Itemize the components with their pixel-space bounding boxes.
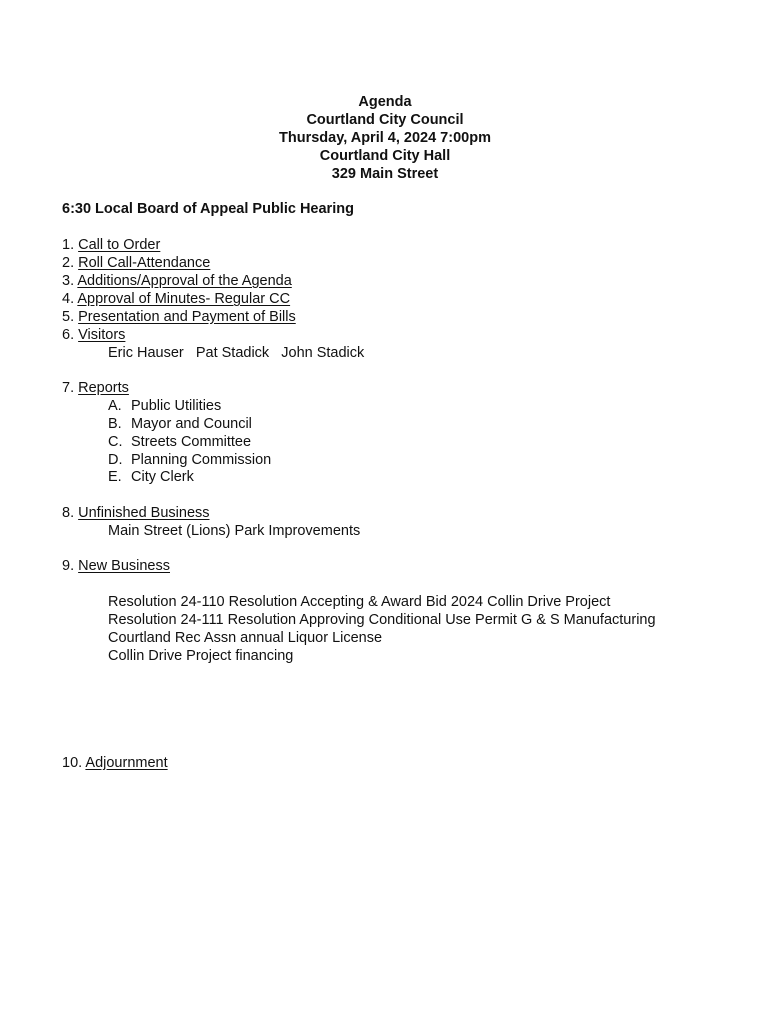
report-item: [108, 397, 221, 415]
agenda-item: [62, 504, 210, 522]
item-label: Presentation and Payment of Bills: [78, 309, 296, 325]
agenda-item: [62, 290, 290, 308]
report-letter: E.: [108, 469, 122, 485]
agenda-item: [62, 308, 296, 326]
report-letter: B.: [108, 416, 122, 432]
report-text: Planning Commission: [131, 452, 272, 468]
meeting-date: Thursday, April 4, 2024 7:00pm: [279, 130, 491, 146]
agenda-item: [62, 254, 210, 272]
item-number: 8.: [62, 505, 75, 521]
new-business-item: Resolution 24-110 Resolution Accepting & Award Bid 2024 Collin Drive Project: [108, 594, 611, 610]
council-name: Courtland City Council: [306, 112, 464, 128]
item-label: Approval of Minutes- Regular CC: [77, 291, 291, 307]
report-item: [108, 415, 252, 433]
report-text: Streets Committee: [131, 434, 252, 450]
agenda-title: Agenda: [358, 94, 412, 110]
report-item: [108, 433, 251, 451]
report-item: [108, 451, 271, 469]
item-number: 5.: [62, 309, 75, 325]
agenda-item: [62, 236, 160, 254]
unfinished-business-text: Main Street (Lions) Park Improvements: [108, 523, 361, 539]
report-text: Public Utilities: [131, 398, 222, 414]
item-label: Adjournment: [85, 755, 168, 771]
agenda-item: [62, 326, 125, 344]
item-number: 4.: [62, 291, 75, 307]
item-number: 3.: [62, 273, 75, 289]
item-label: New Business: [78, 558, 170, 574]
agenda-header: [0, 93, 770, 183]
item-label: Visitors: [78, 327, 126, 343]
visitors-list: Eric Hauser Pat Stadick John Stadick: [108, 345, 365, 361]
new-business-item: Collin Drive Project financing: [108, 648, 294, 664]
meeting-address: 329 Main Street: [331, 166, 439, 182]
item-label: Reports: [78, 380, 129, 396]
item-label: Call to Order: [78, 237, 161, 253]
report-text: Mayor and Council: [131, 416, 252, 432]
agenda-item: [62, 272, 292, 290]
report-item: [108, 468, 194, 486]
public-hearing-line: 6:30 Local Board of Appeal Public Hearing: [62, 201, 354, 217]
new-business-item: Resolution 24-111 Resolution Approving Conditional Use Permit G & S Manufacturing: [108, 612, 656, 628]
agenda-item: [62, 557, 170, 575]
item-number: 2.: [62, 255, 75, 271]
item-number: 7.: [62, 380, 75, 396]
new-business-item: Courtland Rec Assn annual Liquor License: [108, 630, 383, 646]
item-label: Additions/Approval of the Agenda: [77, 273, 292, 289]
meeting-venue: Courtland City Hall: [319, 148, 451, 164]
report-letter: D.: [108, 452, 123, 468]
item-number: 10.: [62, 755, 83, 771]
item-label: Roll Call-Attendance: [78, 255, 211, 271]
item-number: 9.: [62, 558, 75, 574]
report-letter: C.: [108, 434, 123, 450]
agenda-item: [62, 754, 168, 772]
report-text: City Clerk: [131, 469, 194, 485]
item-label: Unfinished Business: [78, 505, 210, 521]
report-letter: A.: [108, 398, 122, 414]
agenda-item: [62, 379, 129, 397]
item-number: 1.: [62, 237, 75, 253]
item-number: 6.: [62, 327, 75, 343]
